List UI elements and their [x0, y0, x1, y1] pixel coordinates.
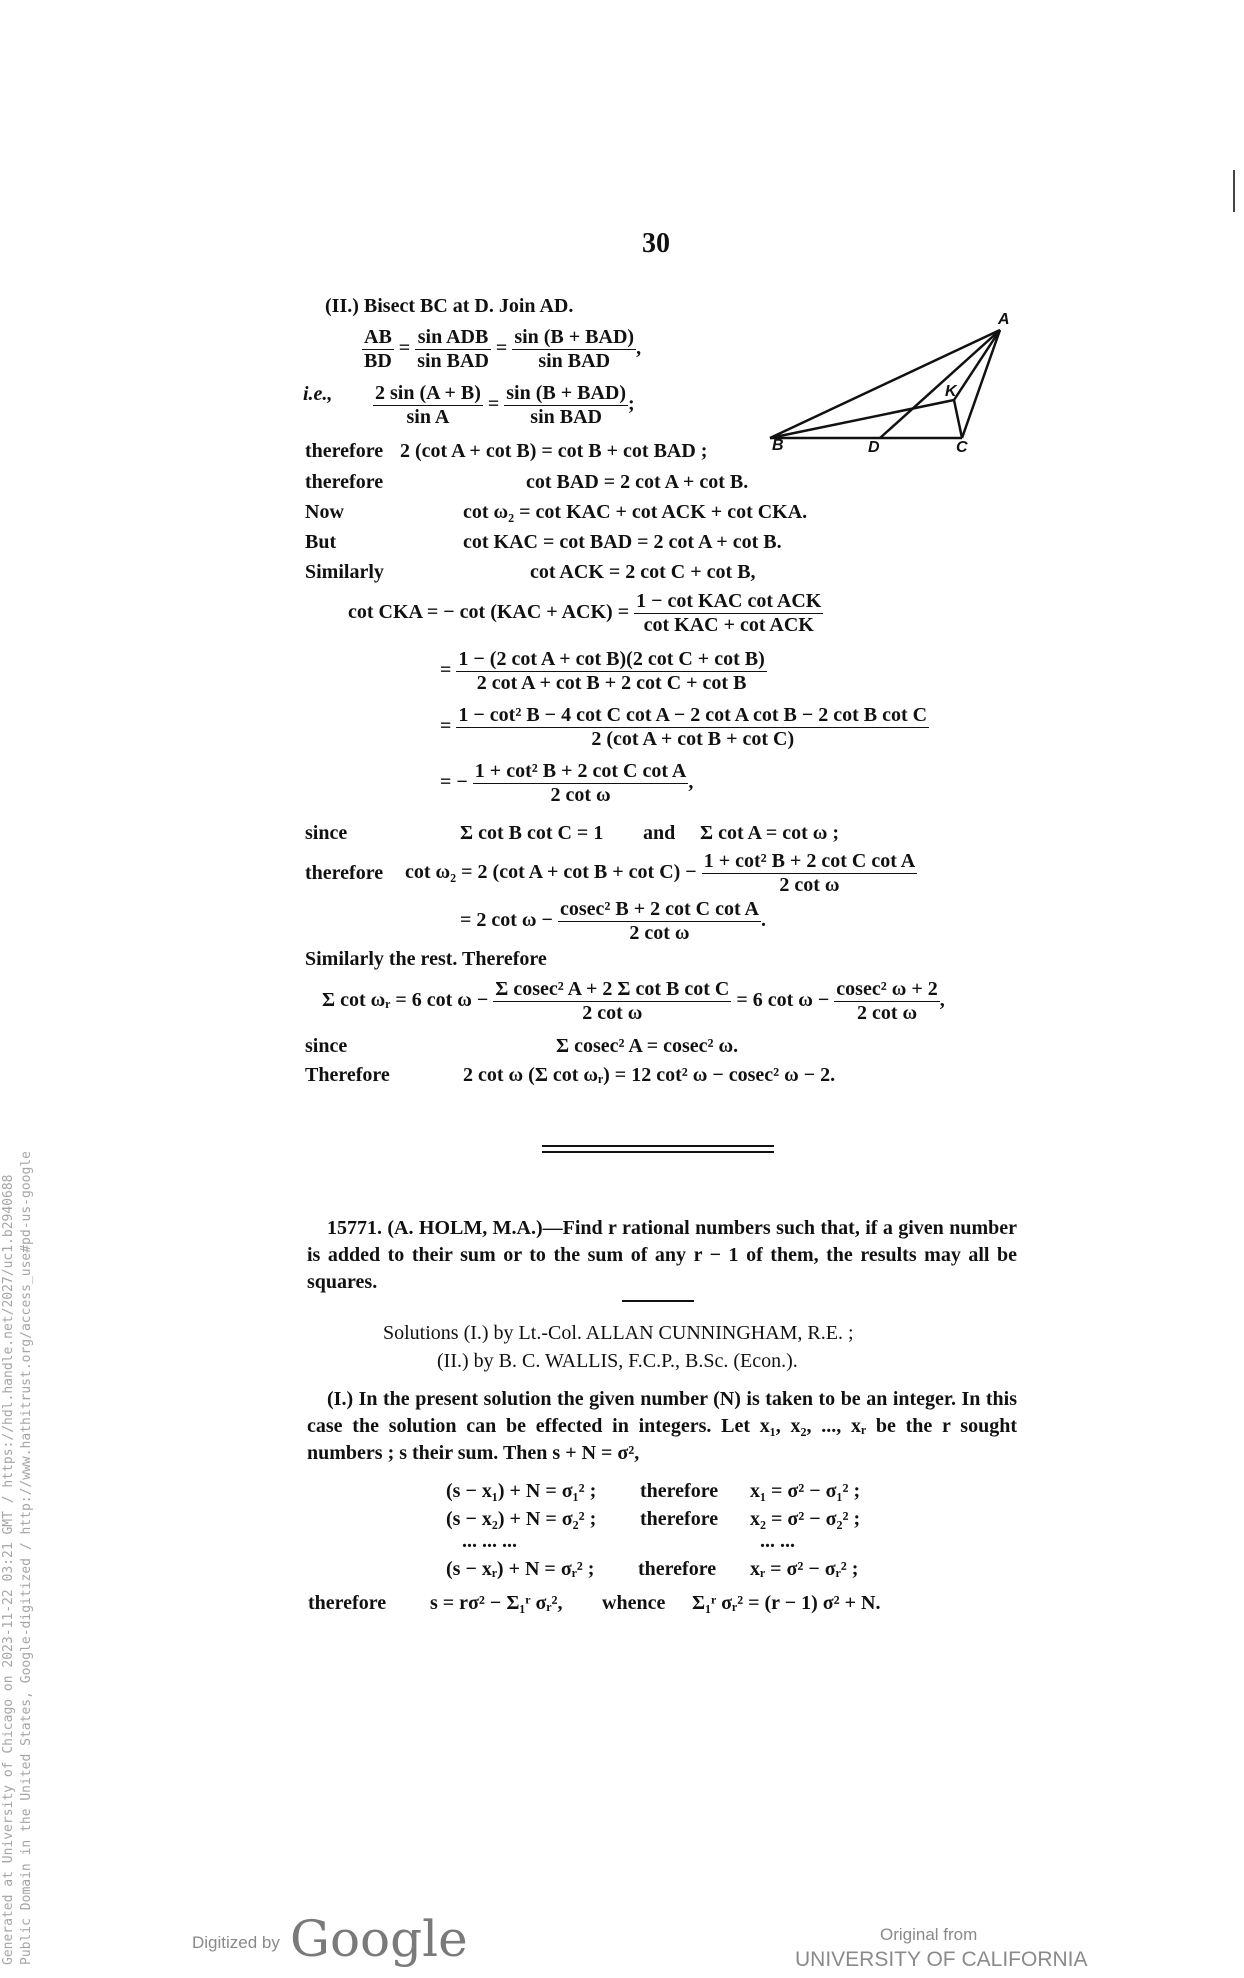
solution-paragraph: (I.) In the present solution the given number (N) is taken to be an integer. In this case the solution can be effected in integers. Let x₁, x₂, ..., xᵣ be the r sought numbers ; s their sum. Then s + N = σ², — [307, 1388, 1017, 1464]
sol-last-expr2: Σ₁ʳ σᵣ² = (r − 1) σ² + N. — [692, 1592, 881, 1614]
sol-eq-ellipsis-left: ... ... ... — [462, 1530, 517, 1552]
sol-eq-right: xᵣ = σ² − σᵣ² ; — [750, 1558, 859, 1580]
sum-equation: Σ cot ωᵣ = 6 cot ω − $\frac{\text{Σ cosec² A + 2 Σ cot B cot C}}{\text{2 cot ω}}$ = 6 cot ω − $\frac{\text{cosec² ω + 2}}{\text{2 cot ω}}$ , — [322, 978, 945, 1024]
part2-heading: (II.) Bisect BC at D. Join AD. — [325, 295, 574, 317]
label-c: C — [956, 439, 968, 456]
similarly-rest: Similarly the rest. Therefore — [305, 948, 547, 970]
label-a: A — [998, 311, 1010, 328]
since-expr-b: Σ cot A = cot ω ; — [700, 822, 840, 844]
hathitrust-sidebar — [0, 1151, 36, 1965]
row-expr: cot ω₂ = cot KAC + cot ACK + cot CKA. — [463, 501, 808, 523]
since-expr-a: Σ cot B cot C = 1 — [460, 822, 604, 844]
cka-line-1: cot CKA = − cot (KAC + ACK) = $\frac{\text{1 − cot KAC cot ACK}}{\text{cot KAC + cot ACK}}$ — [348, 590, 822, 636]
problem-statement: 15771. (A. HOLM, M.A.)—Find r rational numbers such that, if a given number is added to their sum or to the sum of any r − 1 of them, the results may all be squares. — [307, 1217, 1017, 1293]
sidebar-line-2: Public Domain in the United States, Google-digitized / http://www.hathitrust.org/access_use#pd-us-google — [19, 1151, 34, 1965]
therefore-omega-label: therefore — [305, 862, 384, 884]
digitized-by-label: Digitized by — [192, 1933, 280, 1952]
row-expr: cot BAD = 2 cot A + cot B. — [526, 471, 749, 493]
sol-eq-left: (s − xᵣ) + N = σᵣ² ; — [446, 1558, 595, 1580]
row-expr: cot KAC = cot BAD = 2 cot A + cot B. — [463, 531, 782, 553]
since-label: since — [305, 822, 348, 844]
sidebar-line-1: Generated at University of Chicago on 2023-11-22 03:21 GMT / https://hdl.handle.net/2027/uc1.b2940688 — [1, 1174, 16, 1965]
sol-last-expr: s = rσ² − Σ₁ʳ σᵣ², — [430, 1592, 563, 1614]
sol-eq-right: x₁ = σ² − σ₁² ; — [750, 1480, 861, 1502]
separator-rule-top — [542, 1145, 774, 1147]
page-number: 30 — [642, 228, 670, 259]
problem-rule — [622, 1300, 694, 1302]
sol-last-label: therefore — [308, 1592, 387, 1614]
label-d: D — [868, 439, 880, 456]
sol-eq-mid: therefore — [640, 1480, 719, 1502]
original-from-label: Original from — [880, 1925, 978, 1944]
row-label: therefore — [305, 440, 384, 462]
triangle-diagram — [760, 300, 1020, 460]
therefore-omega-eq-2: = 2 cot ω − $\frac{\text{cosec² B + 2 cot C cot A}}{\text{2 cot ω}}$ . — [460, 898, 766, 944]
row-label: therefore — [305, 471, 384, 493]
row-expr: 2 (cot A + cot B) = cot B + cot BAD ; — [400, 440, 708, 462]
sol-eq-right: x₂ = σ² − σ₂² ; — [750, 1508, 861, 1530]
solutions-credit-2: (II.) by B. C. WALLIS, F.C.P., B.Sc. (Econ.). — [437, 1350, 798, 1372]
since2-label: since — [305, 1035, 348, 1057]
cka-line-2: = $\frac{\text{1 − (2 cot A + cot B)(2 cot C + cot B)}}{\text{2 cot A + cot B + 2 cot C + cot B}}$ — [440, 648, 765, 694]
row-label: Now — [305, 501, 344, 523]
cka-line-3: = $\frac{\text{1 − cot² B − 4 cot C cot A − 2 cot A cot B − 2 cot B cot C}}{\text{2 (cot A + cot B + cot C)}}$ — [440, 704, 928, 750]
solutions-credit-1: Solutions (I.) by Lt.-Col. ALLAN CUNNINGHAM, R.E. ; — [383, 1322, 854, 1344]
label-k: K — [945, 383, 957, 400]
since2-expr: Σ cosec² A = cosec² ω. — [556, 1035, 739, 1057]
google-logo: Google — [290, 1910, 468, 1968]
equation-ratio: $\frac{AB}{BD}$ = $\frac{\text{sin ADB}}{\text{sin BAD}}$ = $\frac{\text{sin (B + BAD)}}{\text{sin BAD}}$ , — [364, 326, 642, 372]
sol-eq-ellipsis-right: ... ... — [760, 1530, 795, 1552]
therefore-omega-eq: cot ω₂ = 2 (cot A + cot B + cot C) − $\frac{\text{1 + cot² B + 2 cot C cot A}}{\text{2 cot ω}}$ — [405, 850, 916, 896]
sol-eq-mid: therefore — [638, 1558, 717, 1580]
row-label: But — [305, 531, 337, 553]
sol-eq-mid: therefore — [640, 1508, 719, 1530]
scan-mark — [1233, 170, 1235, 212]
sol-last-whence: whence — [602, 1592, 666, 1614]
sol-eq-left: (s − x₂) + N = σ₂² ; — [446, 1508, 597, 1530]
label-b: B — [772, 437, 784, 454]
separator-rule-bottom — [542, 1151, 774, 1153]
equation-sine: $\frac{2 \sin (A + B)}{\text{sin A}}$ = $\frac{\text{sin (B + BAD)}}{\text{sin BAD}}$ ; — [375, 382, 635, 428]
final-label: Therefore — [305, 1064, 390, 1086]
row-label: Similarly — [305, 561, 384, 583]
triangle-lines — [770, 330, 1000, 438]
ie-label: i.e., — [303, 383, 333, 405]
final-expr: 2 cot ω (Σ cot ωᵣ) = 12 cot² ω − cosec² ω − 2. — [463, 1064, 836, 1086]
row-expr: cot ACK = 2 cot C + cot B, — [530, 561, 756, 583]
sol-eq-left: (s − x₁) + N = σ₁² ; — [446, 1480, 597, 1502]
cka-line-4: = − $\frac{\text{1 + cot² B + 2 cot C cot A}}{\text{2 cot ω}}$ , — [440, 760, 694, 806]
university-label: UNIVERSITY OF CALIFORNIA — [795, 1948, 1088, 1971]
since-and: and — [643, 822, 676, 844]
